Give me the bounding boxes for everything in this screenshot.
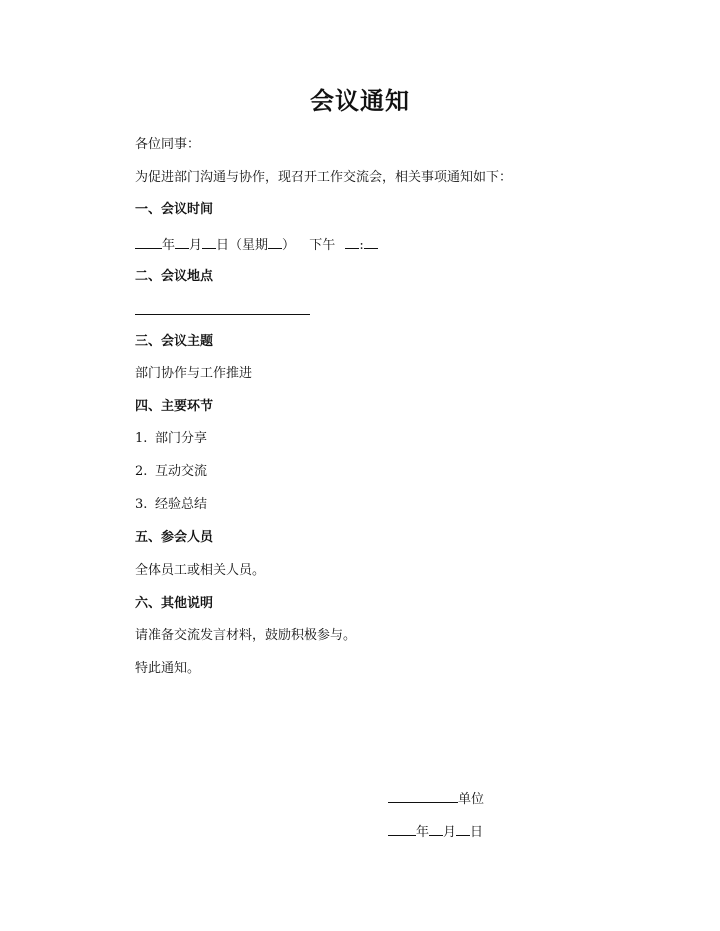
sig-month-label: 月	[443, 825, 457, 840]
closing-text: 特此通知。	[135, 661, 201, 676]
document-title: 会议通知	[310, 87, 410, 115]
agenda-item	[135, 496, 207, 514]
meeting-time-line	[135, 234, 378, 255]
section-location-heading: 二、会议地点	[135, 269, 214, 284]
agenda-item-text: 经验总结	[155, 497, 208, 512]
day-blank	[202, 234, 216, 249]
agenda-item-text: 互动交流	[155, 464, 208, 479]
location-line	[135, 300, 310, 321]
location-blank	[135, 300, 310, 315]
agenda-item	[135, 430, 207, 448]
sig-day-blank	[456, 821, 470, 836]
intro-paragraph: 为促进部门沟通与协作，现召开工作交流会，相关事项通知如下：	[135, 170, 513, 185]
section-topic-heading: 三、会议主题	[135, 334, 214, 349]
sig-day-label: 日	[470, 825, 484, 840]
section-time-heading: 一、会议时间	[135, 202, 214, 217]
year-label: 年	[162, 238, 176, 253]
agenda-item-number: 3.	[135, 497, 148, 512]
agenda-item-number: 1.	[135, 431, 148, 446]
sig-month-blank	[429, 821, 443, 836]
day-weekday-label: 日（星期	[216, 238, 269, 253]
topic-text: 部门协作与工作推进	[135, 366, 253, 381]
salutation: 各位同事：	[135, 137, 201, 152]
hour-blank	[345, 234, 359, 249]
agenda-item-number: 2.	[135, 464, 148, 479]
notes-text: 请准备交流发言材料，鼓励积极参与。	[135, 628, 357, 643]
period-label: 下午	[309, 238, 336, 253]
signature-unit-line	[388, 788, 484, 809]
month-blank	[175, 234, 189, 249]
signature-date-line	[388, 821, 483, 842]
unit-label: 单位	[458, 792, 485, 807]
year-blank	[135, 234, 162, 249]
month-label: 月	[189, 238, 203, 253]
attendees-text: 全体员工或相关人员。	[135, 563, 266, 578]
sig-year-blank	[388, 821, 416, 836]
section-attendees-heading: 五、参会人员	[135, 530, 214, 545]
unit-blank	[388, 788, 458, 803]
time-colon: :	[359, 238, 364, 253]
sig-year-label: 年	[416, 825, 430, 840]
weekday-close: ）	[282, 238, 296, 253]
minute-blank	[364, 234, 378, 249]
agenda-item	[135, 463, 207, 481]
weekday-blank	[268, 234, 282, 249]
section-notes-heading: 六、其他说明	[135, 596, 214, 611]
agenda-item-text: 部门分享	[155, 431, 208, 446]
section-agenda-heading: 四、主要环节	[135, 399, 214, 414]
